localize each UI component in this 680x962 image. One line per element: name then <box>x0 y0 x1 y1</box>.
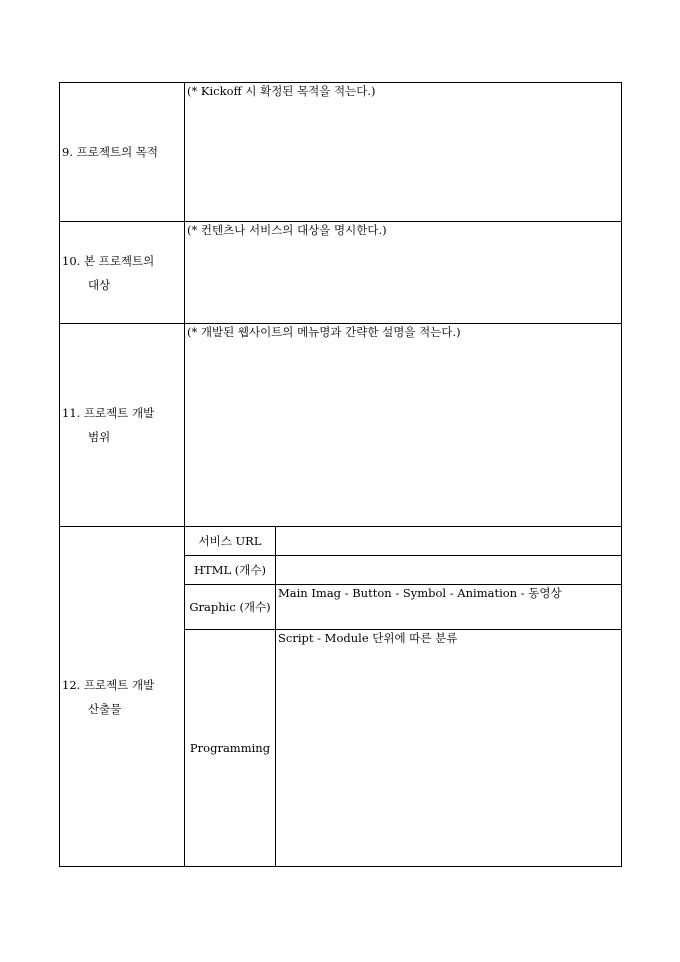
guide-note: (* 컨텐츠나 서비스의 대상을 명시한다.) <box>187 223 387 237</box>
label-text-line1: 10. 본 프로젝트의 <box>62 253 155 268</box>
field-html-count[interactable] <box>276 556 622 585</box>
sub-label-text: 서비스 URL <box>198 534 262 548</box>
sub-label-text: HTML (개수) <box>194 563 266 577</box>
project-form-table <box>59 82 622 867</box>
field-value: Main Imag - Button - Symbol - Animation - 동영상 <box>278 586 562 600</box>
sub-label-programming <box>185 630 276 867</box>
label-text: 9. 프로젝트의 목적 <box>62 145 159 159</box>
field-project-scope[interactable] <box>185 324 622 527</box>
label-project-deliverables <box>60 527 185 867</box>
field-value: Script - Module 단위에 따른 분류 <box>278 631 458 645</box>
sub-label-text: Programming <box>189 741 271 755</box>
field-project-purpose[interactable] <box>185 83 622 222</box>
sub-label-text: Graphic (개수) <box>189 600 271 614</box>
sub-label-html-count <box>185 556 276 585</box>
row-project-scope <box>60 324 622 527</box>
row-deliverable-url <box>60 527 622 556</box>
label-text-line2: 범위 <box>88 430 111 444</box>
label-text-line1: 12. 프로젝트 개발 <box>62 677 155 692</box>
guide-note: (* 개발된 웹사이트의 메뉴명과 간략한 설명을 적는다.) <box>187 325 461 339</box>
field-project-target[interactable] <box>185 222 622 324</box>
sub-label-service-url <box>185 527 276 556</box>
label-text-line2: 산출물 <box>88 701 122 716</box>
label-project-target <box>60 222 185 324</box>
row-project-target <box>60 222 622 324</box>
field-programming[interactable] <box>276 630 622 867</box>
label-project-scope <box>60 324 185 527</box>
guide-note: (* Kickoff 시 확정된 목적을 적는다.) <box>187 84 376 98</box>
label-project-purpose <box>60 83 185 222</box>
sub-label-graphic-count <box>185 585 276 630</box>
label-text-line1: 11. 프로젝트 개발 <box>62 406 155 420</box>
label-text-line2: 대상 <box>88 277 111 292</box>
field-graphic-count[interactable] <box>276 585 622 630</box>
row-project-purpose <box>60 83 622 222</box>
field-service-url[interactable] <box>276 527 622 556</box>
